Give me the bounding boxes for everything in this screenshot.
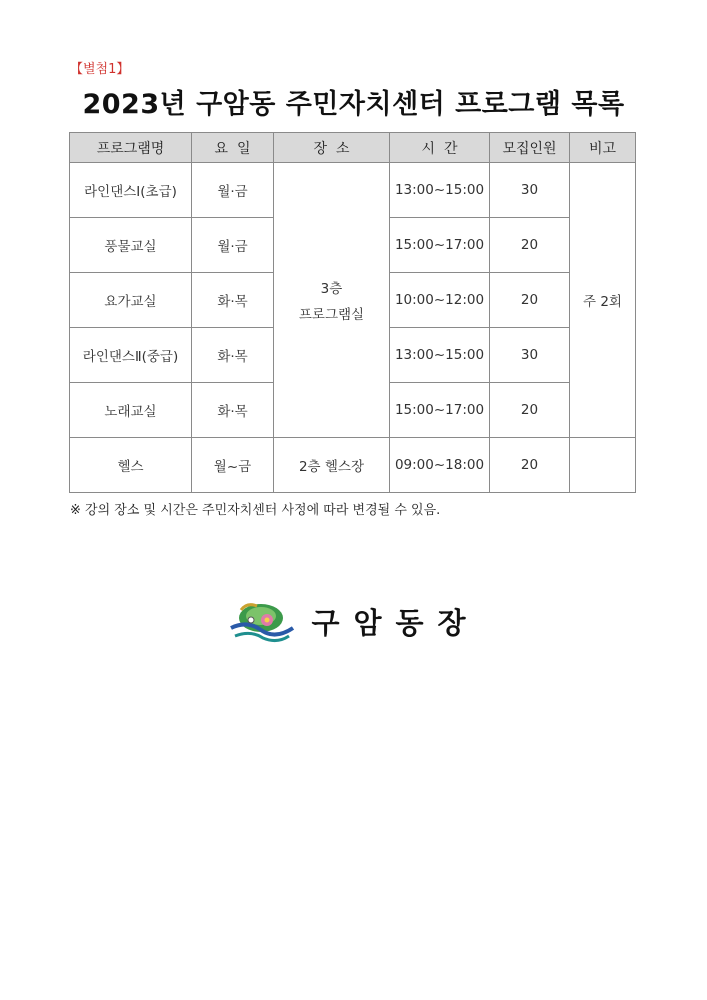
program-name-cell: 요가교실	[70, 273, 192, 328]
program-table	[69, 132, 636, 493]
time-cell: 15:00~17:00	[390, 383, 490, 438]
signature-block	[0, 598, 707, 644]
capacity-cell: 30	[490, 163, 570, 218]
capacity-cell: 20	[490, 273, 570, 328]
header-days: 요 일	[192, 133, 274, 163]
remark-cell	[570, 438, 636, 493]
time-cell: 09:00~18:00	[390, 438, 490, 493]
attachment-label: 【별첨1】	[70, 62, 130, 77]
days-cell: 월~금	[192, 438, 274, 493]
program-name-cell: 노래교실	[70, 383, 192, 438]
capacity-cell: 30	[490, 328, 570, 383]
header-location: 장 소	[274, 133, 390, 163]
time-cell: 10:00~12:00	[390, 273, 490, 328]
shared-remark-cell: 주 2회	[570, 163, 636, 438]
table-row	[70, 163, 636, 218]
time-cell: 13:00~15:00	[390, 163, 490, 218]
header-remark: 비고	[570, 133, 636, 163]
table-header-row	[70, 133, 636, 163]
header-capacity: 모집인원	[490, 133, 570, 163]
days-cell: 월·금	[192, 163, 274, 218]
capacity-cell: 20	[490, 218, 570, 273]
program-name-cell: 풍물교실	[70, 218, 192, 273]
days-cell: 화·목	[192, 273, 274, 328]
district-emblem-icon	[227, 598, 297, 644]
program-name-cell: 헬스	[70, 438, 192, 493]
table-row	[70, 438, 636, 493]
time-cell: 13:00~15:00	[390, 328, 490, 383]
footnote: ※ 강의 장소 및 시간은 주민자치센터 사정에 따라 변경될 수 있음.	[70, 503, 441, 518]
days-cell: 화·목	[192, 328, 274, 383]
location-floor: 3층	[320, 281, 343, 297]
location-cell: 2층 헬스장	[274, 438, 390, 493]
header-time: 시 간	[390, 133, 490, 163]
shared-location-cell	[274, 163, 390, 438]
time-cell: 15:00~17:00	[390, 218, 490, 273]
days-cell: 월·금	[192, 218, 274, 273]
signature-text: 구암동장	[311, 605, 480, 640]
header-program-name: 프로그램명	[70, 133, 192, 163]
location-room: 프로그램실	[298, 307, 365, 323]
capacity-cell: 20	[490, 438, 570, 493]
days-cell: 화·목	[192, 383, 274, 438]
program-name-cell: 라인댄스Ⅰ(초급)	[70, 163, 192, 218]
program-name-cell: 라인댄스Ⅱ(중급)	[70, 328, 192, 383]
capacity-cell: 20	[490, 383, 570, 438]
page-title: 2023년 구암동 주민자치센터 프로그램 목록	[82, 89, 625, 120]
